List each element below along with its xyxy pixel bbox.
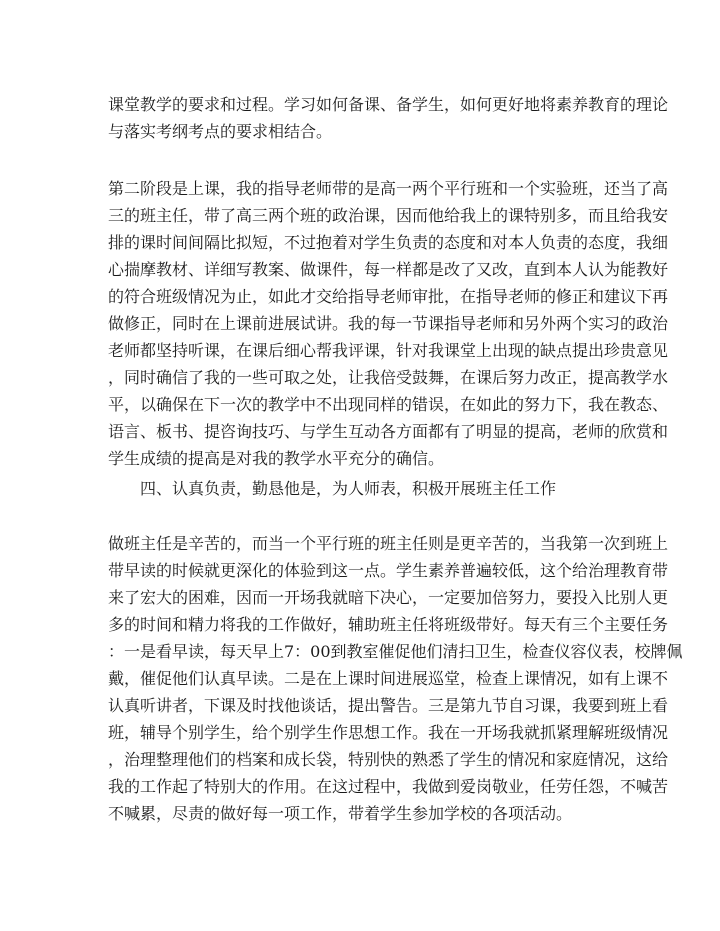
paragraph-3-line: ，治理整理他们的档案和成长袋，特别快的熟悉了学生的情况和家庭情况，这给 bbox=[108, 750, 669, 769]
paragraph-2-line: 做修正，同时在上课前进展试讲。我的每一节课指导老师和另外两个实习的政治 bbox=[108, 314, 669, 333]
paragraph-3-line: 多的时间和精力将我的工作做好，辅助班主任将班级带好。每天有三个主要任务 bbox=[108, 615, 669, 634]
paragraph-3-line: 做班主任是辛苦的，而当一个平行班的班主任则是更辛苦的，当我第一次到班上 bbox=[108, 534, 669, 553]
paragraph-2-line: 排的课时间间隔比拟短，不过抱着对学生负责的态度和对本人负责的态度，我细 bbox=[108, 233, 669, 252]
paragraph-3-line: 认真听讲者，下课及时找他谈话，提出警告。三是第九节自习课，我要到班上看 bbox=[108, 696, 669, 715]
paragraph-3-line: 来了宏大的困难，因而一开场我就暗下决心，一定要加倍努力，要投入比别人更 bbox=[108, 588, 669, 607]
paragraph-3-line: 戴，催促他们认真早读。二是在上课时间进展巡堂，检查上课情况，如有上课不 bbox=[108, 669, 669, 688]
paragraph-2-line: 心揣摩教材、详细写教案、做课件，每一样都是改了又改，直到本人认为能教好 bbox=[108, 260, 669, 279]
paragraph-2-line: 老师都坚持听课，在课后细心帮我评课，针对我课堂上出现的缺点提出珍贵意见 bbox=[108, 341, 669, 360]
paragraph-2-line: 的符合班级情况为止，如此才交给指导老师审批，在指导老师的修正和建议下再 bbox=[108, 287, 669, 306]
paragraph-1-line: 课堂教学的要求和过程。学习如何备课、备学生，如何更好地将素养教育的理论 bbox=[108, 95, 669, 114]
paragraph-2-line: 三的班主任，带了高三两个班的政治课，因而他给我上的课特别多，而且给我安 bbox=[108, 206, 669, 225]
paragraph-2-line: 学生成绩的提高是对我的教学水平充分的确信。 bbox=[108, 449, 445, 468]
paragraph-2-line: 第二阶段是上课，我的指导老师带的是高一两个平行班和一个实验班，还当了高 bbox=[108, 179, 669, 198]
paragraph-2-line: 平，以确保在下一次的教学中不出现同样的错误，在如此的努力下，我在教态、 bbox=[108, 395, 669, 414]
section-heading: 四、认真负责，勤恳他是，为人师表，积极开展班主任工作 bbox=[140, 479, 557, 498]
paragraph-1-line: 与落实考纲考点的要求相结合。 bbox=[108, 122, 333, 141]
paragraph-3-line: 班，辅导个别学生，给个别学生作思想工作。我在一开场我就抓紧理解班级情况 bbox=[108, 723, 669, 742]
paragraph-3-line: ：一是看早读，每天早上7：00到教室催促他们清扫卫生，检查仪容仪表，校牌佩 bbox=[108, 642, 683, 661]
paragraph-3-line: 不喊累，尽责的做好每一项工作，带着学生参加学校的各项活动。 bbox=[108, 804, 573, 823]
paragraph-3-line: 我的工作起了特别大的作用。在这过程中，我做到爱岗敬业，任劳任怨，不喊苦 bbox=[108, 777, 669, 796]
paragraph-2-line: ，同时确信了我的一些可取之处，让我倍受鼓舞，在课后努力改正，提高教学水 bbox=[108, 368, 669, 387]
paragraph-2-line: 语言、板书、提咨询技巧、与学生互动各方面都有了明显的提高，老师的欣赏和 bbox=[108, 422, 669, 441]
paragraph-3-line: 带早读的时候就更深化的体验到这一点。学生素养普遍较低，这个给治理教育带 bbox=[108, 561, 669, 580]
